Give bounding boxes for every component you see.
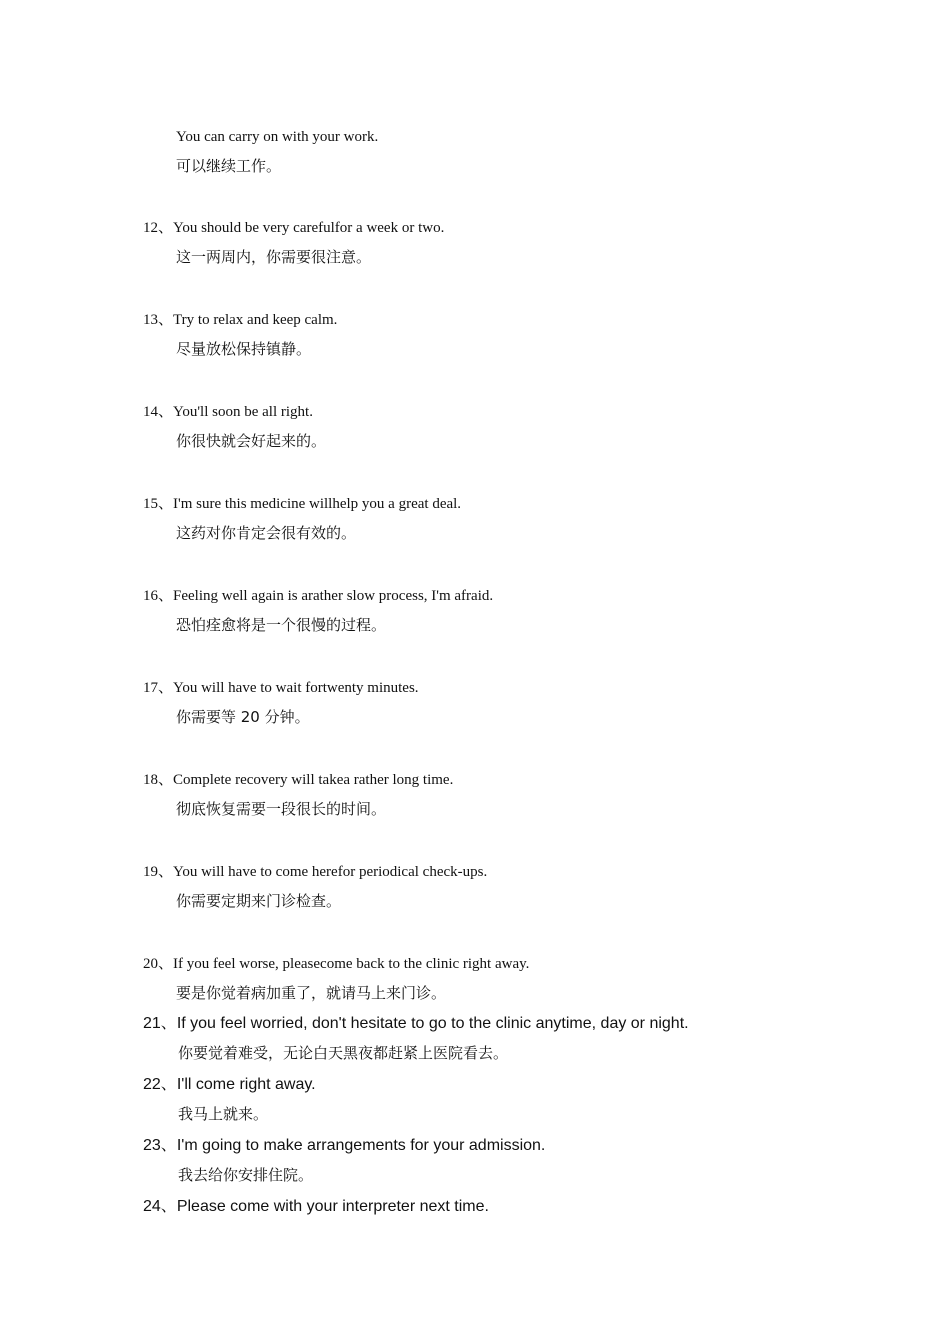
item-21-english: 21、If you feel worried, don't hesitate to go to the clinic anytime, day or night. bbox=[143, 1015, 689, 1032]
item-14-chinese: 你很快就会好起来的。 bbox=[176, 432, 327, 450]
item-15-english: 15、I'm sure this medicine willhelp you a great deal. bbox=[143, 496, 462, 512]
item-22-chinese: 我马上就来。 bbox=[178, 1105, 269, 1123]
item-23-chinese: 我去给你安排住院。 bbox=[178, 1166, 314, 1184]
item-19-chinese: 你需要定期来门诊检查。 bbox=[176, 892, 342, 910]
item-19-english: 19、You will have to come herefor periodical check-ups. bbox=[143, 864, 488, 880]
item-18-english: 18、Complete recovery will takea rather long time. bbox=[143, 772, 454, 788]
item-16-chinese: 恐怕痊愈将是一个很慢的过程。 bbox=[176, 616, 387, 634]
item-15-chinese: 这药对你肯定会很有效的。 bbox=[176, 524, 357, 542]
item-24-english: 24、Please come with your interpreter next time. bbox=[143, 1198, 489, 1215]
item-12-english: 12、You should be very carefulfor a week or two. bbox=[143, 220, 445, 236]
item-14-english: 14、You'll soon be all right. bbox=[143, 404, 313, 420]
item-20-chinese: 要是你觉着病加重了，就请马上来门诊。 bbox=[176, 984, 447, 1002]
item-17-english: 17、You will have to wait fortwenty minutes. bbox=[143, 680, 419, 696]
item-20-english: 20、If you feel worse, pleasecome back to the clinic right away. bbox=[143, 956, 530, 972]
item-16-english: 16、Feeling well again is arather slow process, I'm afraid. bbox=[143, 588, 494, 604]
item-23-english: 23、I'm going to make arrangements for your admission. bbox=[143, 1137, 546, 1154]
item-13-english: 13、Try to relax and keep calm. bbox=[143, 312, 338, 328]
intro-english: You can carry on with your work. bbox=[176, 129, 379, 145]
item-17-chinese: 你需要等 20 分钟。 bbox=[176, 708, 310, 726]
item-18-chinese: 彻底恢复需要一段很长的时间。 bbox=[176, 800, 387, 818]
item-12-chinese: 这一两周内，你需要很注意。 bbox=[176, 248, 372, 266]
intro-chinese: 可以继续工作。 bbox=[176, 157, 282, 175]
item-21-chinese: 你要觉着难受，无论白天黑夜都赶紧上医院看去。 bbox=[178, 1044, 509, 1062]
item-22-english: 22、I'll come right away. bbox=[143, 1076, 316, 1093]
item-13-chinese: 尽量放松保持镇静。 bbox=[176, 340, 312, 358]
